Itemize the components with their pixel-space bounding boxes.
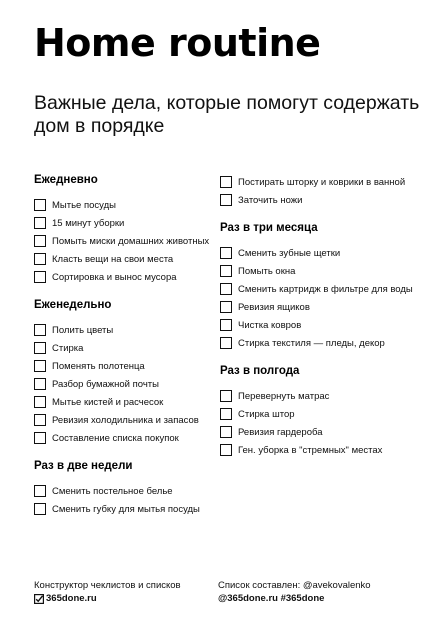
checklist-item[interactable]: [220, 408, 420, 421]
checklist-item[interactable]: [220, 319, 420, 332]
checkbox-icon[interactable]: [34, 378, 46, 390]
checklist-item-label: Мытье кистей и расчесок: [52, 397, 164, 408]
checklist-section: [34, 298, 224, 445]
checklist-item[interactable]: [220, 337, 420, 350]
section-title: Раз в полгода: [220, 365, 300, 377]
checkbox-icon[interactable]: [220, 283, 232, 295]
checklist-item-label: Стирка штор: [238, 409, 295, 420]
checkbox-icon[interactable]: [34, 271, 46, 283]
checklist-item[interactable]: [220, 176, 420, 189]
checkbox-icon[interactable]: [220, 301, 232, 313]
checklist-item-label: Класть вещи на свои места: [52, 254, 174, 265]
footer-site-label[interactable]: 365done.ru: [46, 593, 97, 604]
checklist-item-label: Стирка: [52, 343, 84, 354]
checklist-item-label: Сменить зубные щетки: [238, 248, 341, 259]
page-title: Home routine: [34, 21, 321, 65]
checklist-item-label: Сортировка и вынос мусора: [52, 272, 177, 283]
checklist-item[interactable]: [34, 432, 224, 445]
checkbox-icon[interactable]: [34, 217, 46, 229]
page-subtitle: Важные дела, которые помогут содержать дом в порядке: [34, 92, 420, 137]
checkbox-icon[interactable]: [34, 235, 46, 247]
checklist-item-label: Полить цветы: [52, 325, 114, 336]
checklist-item-label: Сменить губку для мытья посуды: [52, 504, 200, 515]
checklist-item-label: Помыть миски домашних животных: [52, 236, 210, 247]
checklist-item-label: Сменить постельное белье: [52, 486, 173, 497]
checklist-item[interactable]: [220, 247, 420, 260]
checklist-item[interactable]: [34, 378, 224, 391]
checkbox-icon[interactable]: [34, 199, 46, 211]
checkbox-icon[interactable]: [220, 390, 232, 402]
checklist-item-label: Заточить ножи: [238, 195, 303, 206]
checklist-section: [220, 176, 420, 207]
checklist-item[interactable]: [220, 301, 420, 314]
checkbox-icon[interactable]: [34, 360, 46, 372]
checklist-item[interactable]: [34, 342, 224, 355]
checklist-item[interactable]: [34, 253, 224, 266]
checkbox-icon[interactable]: [220, 426, 232, 438]
checkbox-icon[interactable]: [34, 414, 46, 426]
checkbox-icon[interactable]: [34, 485, 46, 497]
checklist-item[interactable]: [34, 396, 224, 409]
footer-right: [218, 579, 371, 605]
checklist-item[interactable]: [220, 426, 420, 439]
checklist-item-label: Ген. уборка в "стремных" местах: [238, 445, 383, 456]
right-column: [220, 176, 420, 471]
checklist-item[interactable]: [34, 503, 224, 516]
checklist-item[interactable]: [220, 444, 420, 457]
checklist-section: [34, 173, 224, 284]
checkbox-icon[interactable]: [34, 432, 46, 444]
checklist-section: [34, 459, 224, 516]
checklist-item-label: Поменять полотенца: [52, 361, 145, 372]
checklist-item[interactable]: [220, 265, 420, 278]
checklist-item-label: Ревизия гардероба: [238, 427, 323, 438]
checklist-item[interactable]: [34, 485, 224, 498]
checkbox-icon[interactable]: [220, 408, 232, 420]
checklist-item[interactable]: [220, 283, 420, 296]
checklist-item[interactable]: [220, 390, 420, 403]
checkbox-icon[interactable]: [34, 342, 46, 354]
checkbox-icon[interactable]: [220, 444, 232, 456]
checklist-item-label: Мытье посуды: [52, 200, 116, 211]
checkbox-icon[interactable]: [34, 396, 46, 408]
section-title: Раз в две недели: [34, 460, 133, 472]
checkbox-icon[interactable]: [34, 253, 46, 265]
checkbox-icon[interactable]: [220, 319, 232, 331]
checklist-item-label: Ревизия холодильника и запасов: [52, 415, 199, 426]
section-title: Раз в три месяца: [220, 222, 318, 234]
checklist-item-label: Стирка текстиля — пледы, декор: [238, 338, 385, 349]
footer-site-link[interactable]: [34, 592, 181, 605]
checklist-item[interactable]: [34, 414, 224, 427]
checklist-item-label: 15 минут уборки: [52, 218, 125, 229]
checklist-item-label: Составление списка покупок: [52, 433, 179, 444]
section-title: Еженедельно: [34, 299, 112, 311]
section-title: Ежедневно: [34, 174, 98, 186]
checkbox-icon[interactable]: [34, 503, 46, 515]
checklist-item[interactable]: [34, 360, 224, 373]
checklist-item-label: Ревизия ящиков: [238, 302, 310, 313]
checkmark-logo-icon: [34, 594, 44, 604]
checklist-item[interactable]: [220, 194, 420, 207]
checklist-item[interactable]: [34, 324, 224, 337]
checkbox-icon[interactable]: [220, 265, 232, 277]
checklist-item[interactable]: [34, 235, 224, 248]
checkbox-icon[interactable]: [220, 176, 232, 188]
checklist-item-label: Сменить картридж в фильтре для воды: [238, 284, 413, 295]
checklist-item-label: Постирать шторку и коврики в ванной: [238, 177, 406, 188]
checklist-item-label: Разбор бумажной почты: [52, 379, 159, 390]
footer-tags: @365done.ru #365done: [218, 593, 325, 604]
checklist-item-label: Чистка ковров: [238, 320, 302, 331]
checklist-section: [220, 221, 420, 350]
checkbox-icon[interactable]: [220, 247, 232, 259]
checkbox-icon[interactable]: [220, 194, 232, 206]
checklist-item-label: Перевернуть матрас: [238, 391, 330, 402]
footer-left: [34, 579, 181, 605]
checklist-item[interactable]: [34, 199, 224, 212]
footer-author-text: Список составлен: @avekovalenko: [218, 580, 371, 591]
checklist-section: [220, 364, 420, 457]
checklist-item[interactable]: [34, 217, 224, 230]
checklist-item[interactable]: [34, 271, 224, 284]
checkbox-icon[interactable]: [220, 337, 232, 349]
checklist-item-label: Помыть окна: [238, 266, 296, 277]
checkbox-icon[interactable]: [34, 324, 46, 336]
footer-constructor-text: Конструктор чеклистов и списков: [34, 580, 181, 591]
left-column: [34, 173, 224, 530]
